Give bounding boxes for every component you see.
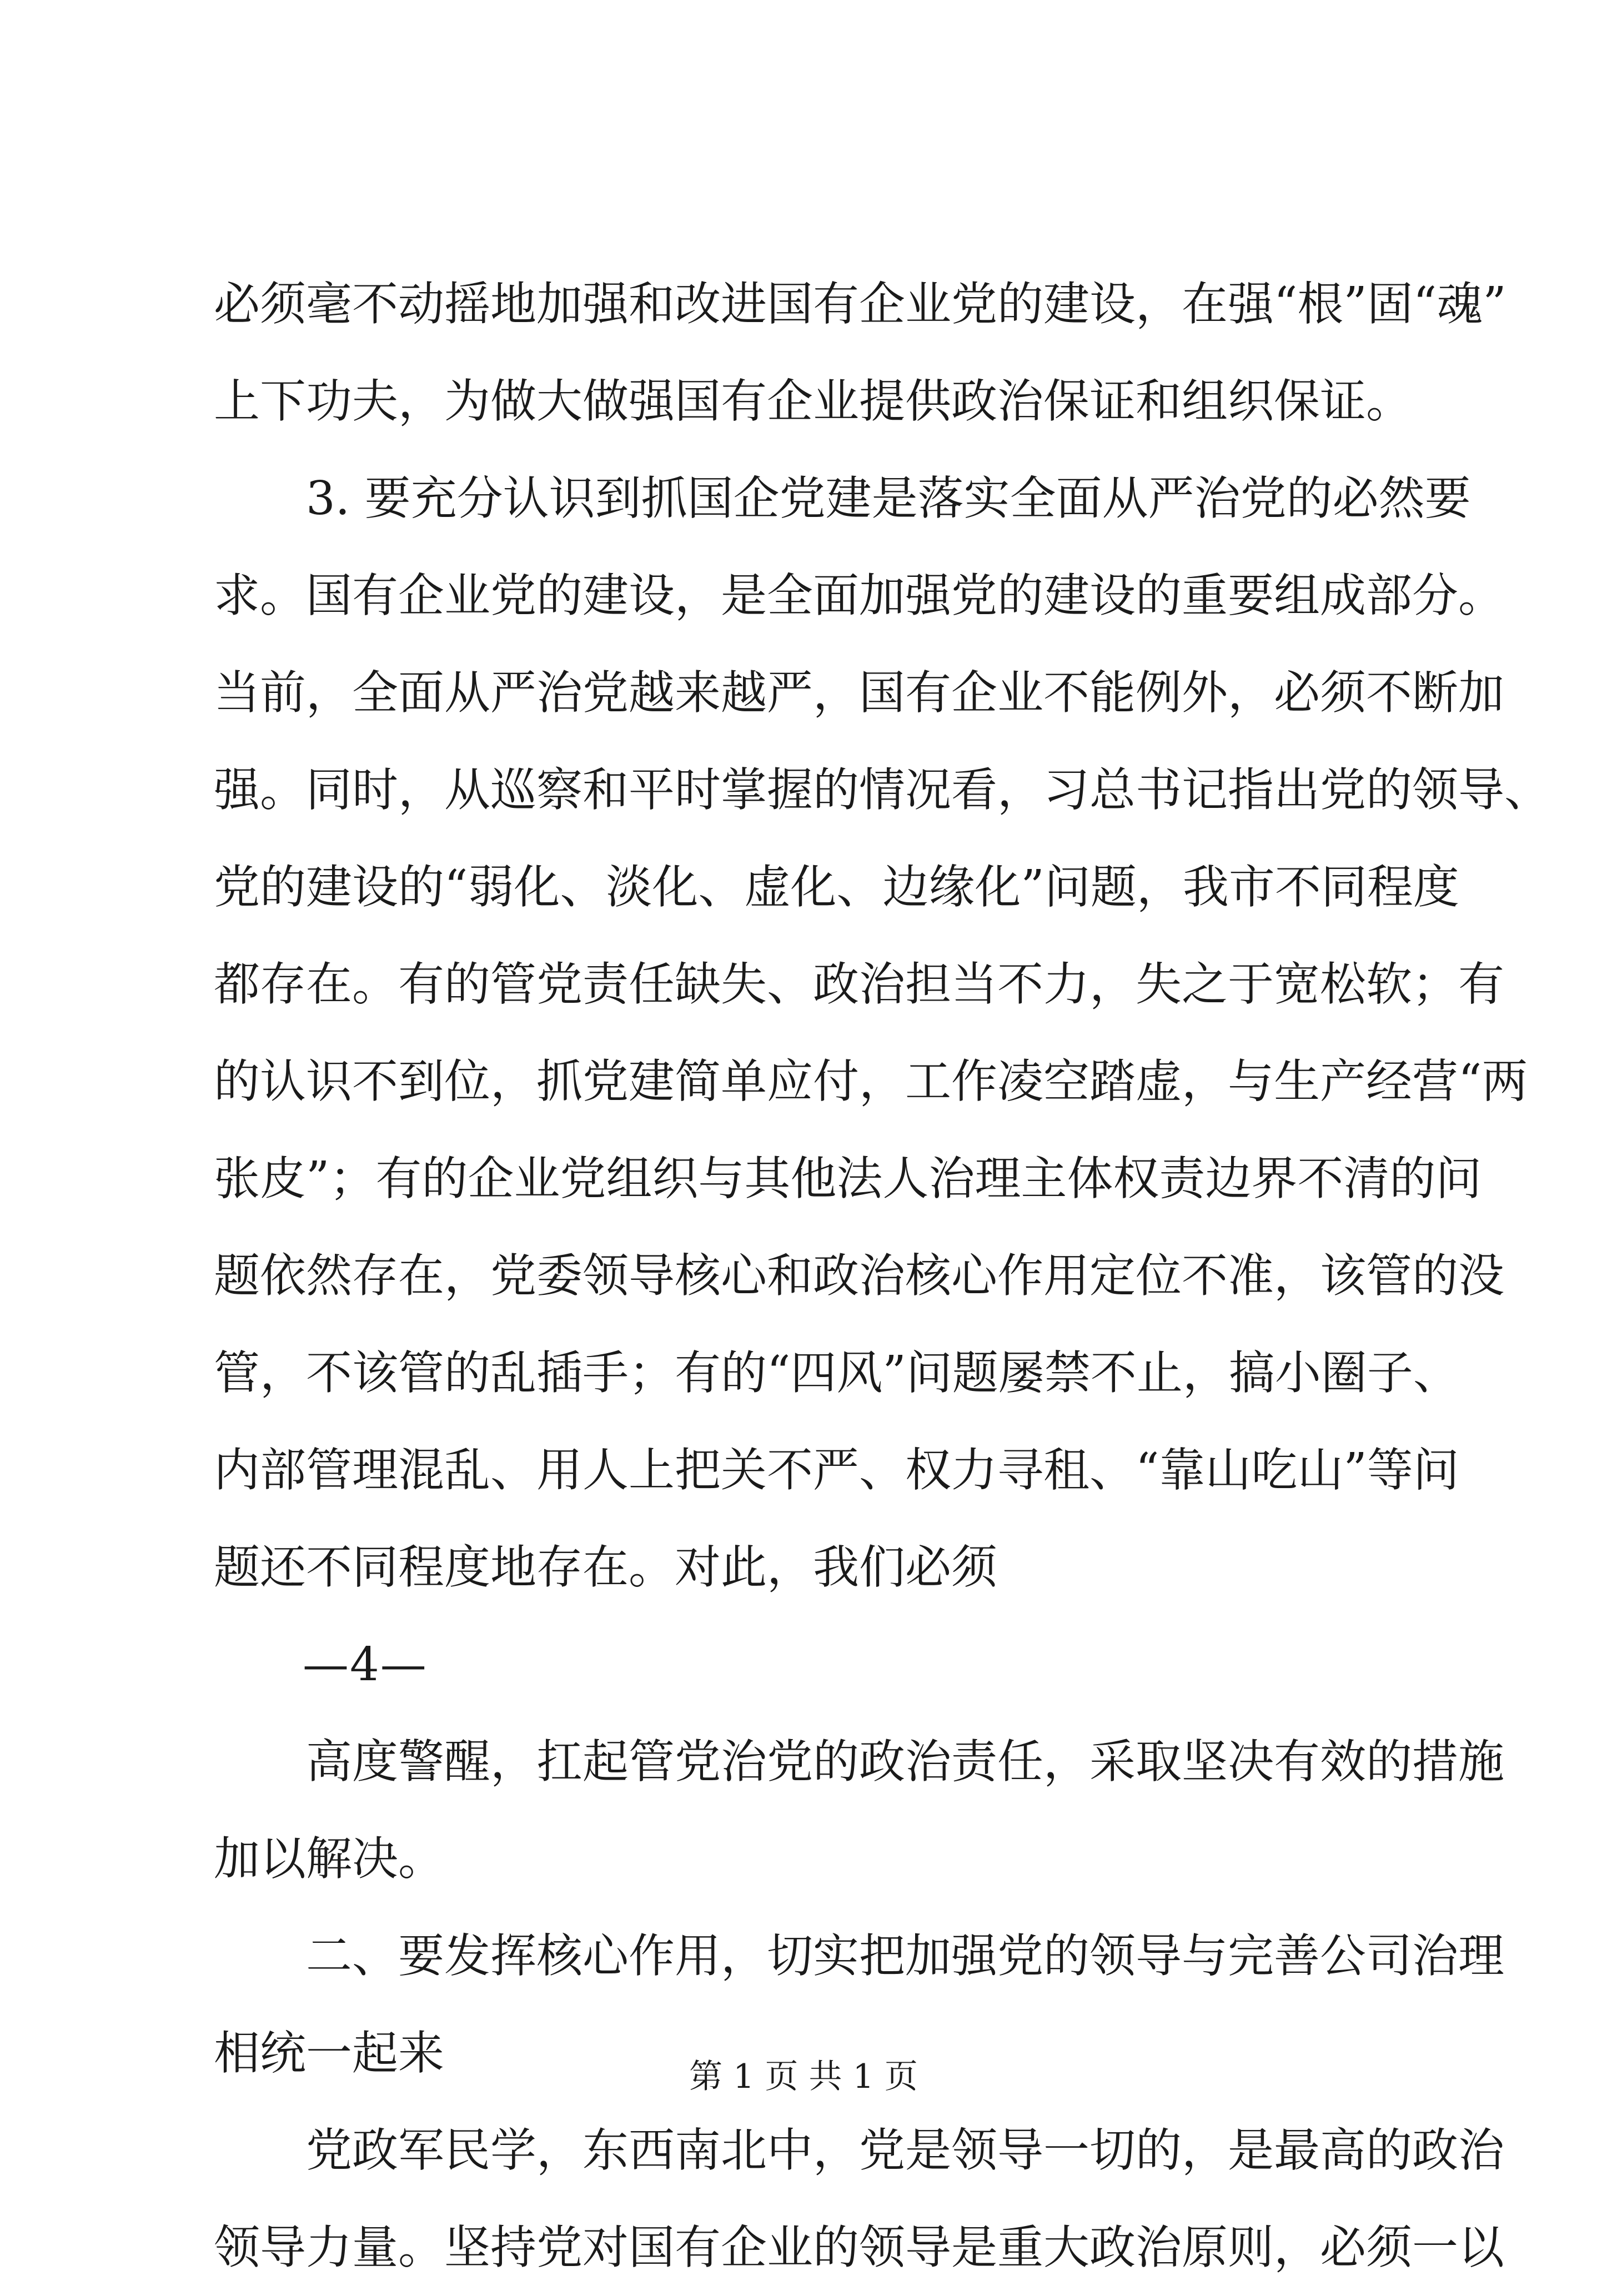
text-line: 加以解决。 (214, 1832, 444, 1886)
text-line: 当前，全面从严治党越来越严，国有企业不能例外，必须不断加 (214, 666, 1504, 720)
text-line: 都存在。有的管党责任缺失、政治担当不力，失之于宽松软；有 (214, 957, 1504, 1011)
text-line: 张皮”；有的企业党组织与其他法人治理主体权责边界不清的问 (214, 1152, 1482, 1205)
section-heading-line: 相统一起来 (214, 2026, 444, 2080)
document-body (214, 255, 1550, 2296)
text-line: 题还不同程度地存在。对此，我们必须 (214, 1540, 997, 1594)
text-line: 题依然存在，党委领导核心和政治核心作用定位不准，该管的没 (214, 1249, 1504, 1303)
text-line: 内部管理混乱、用人上把关不严、权力寻租、“靠山吃山”等问 (214, 1443, 1459, 1497)
text-line: 求。国有企业党的建设，是全面加强党的建设的重要组成部分。 (214, 569, 1504, 622)
text-line: 领导力量。坚持党对国有企业的领导是重大政治原则，必须一以 (214, 2220, 1504, 2274)
text-line: 上下功夫，为做大做强国有企业提供政治保证和组织保证。 (214, 374, 1412, 428)
paragraph-start-line: 党政军民学，东西南北中，党是领导一切的，是最高的政治 (306, 2123, 1504, 2177)
page-footer: 第 1 页 共 1 页 (689, 2057, 918, 2096)
page-number-marker: —4— (303, 1637, 428, 1691)
text-line: 强。同时，从巡察和平时掌握的情况看，习总书记指出党的领导、 (214, 763, 1550, 817)
paragraph-start-line: 3. 要充分认识到抓国企党建是落实全面从严治党的必然要 (306, 471, 1471, 525)
paragraph-start-line: 高度警醒，扛起管党治党的政治责任，采取坚决有效的措施 (306, 1735, 1504, 1788)
text-line: 必须毫不动摇地加强和改进国有企业党的建设，在强“根”固“魂” (214, 277, 1506, 331)
section-heading-line: 二、要发挥核心作用，切实把加强党的领导与完善公司治理 (306, 1929, 1504, 1983)
text-line: 党的建设的“弱化、淡化、虚化、边缘化”问题，我市不同程度 (214, 860, 1459, 914)
text-line: 的认识不到位，抓党建简单应付，工作凌空踏虚，与生产经营“两 (214, 1054, 1528, 1108)
text-line: 管，不该管的乱插手；有的“四风”问题屡禁不止，搞小圈子、 (214, 1346, 1459, 1400)
